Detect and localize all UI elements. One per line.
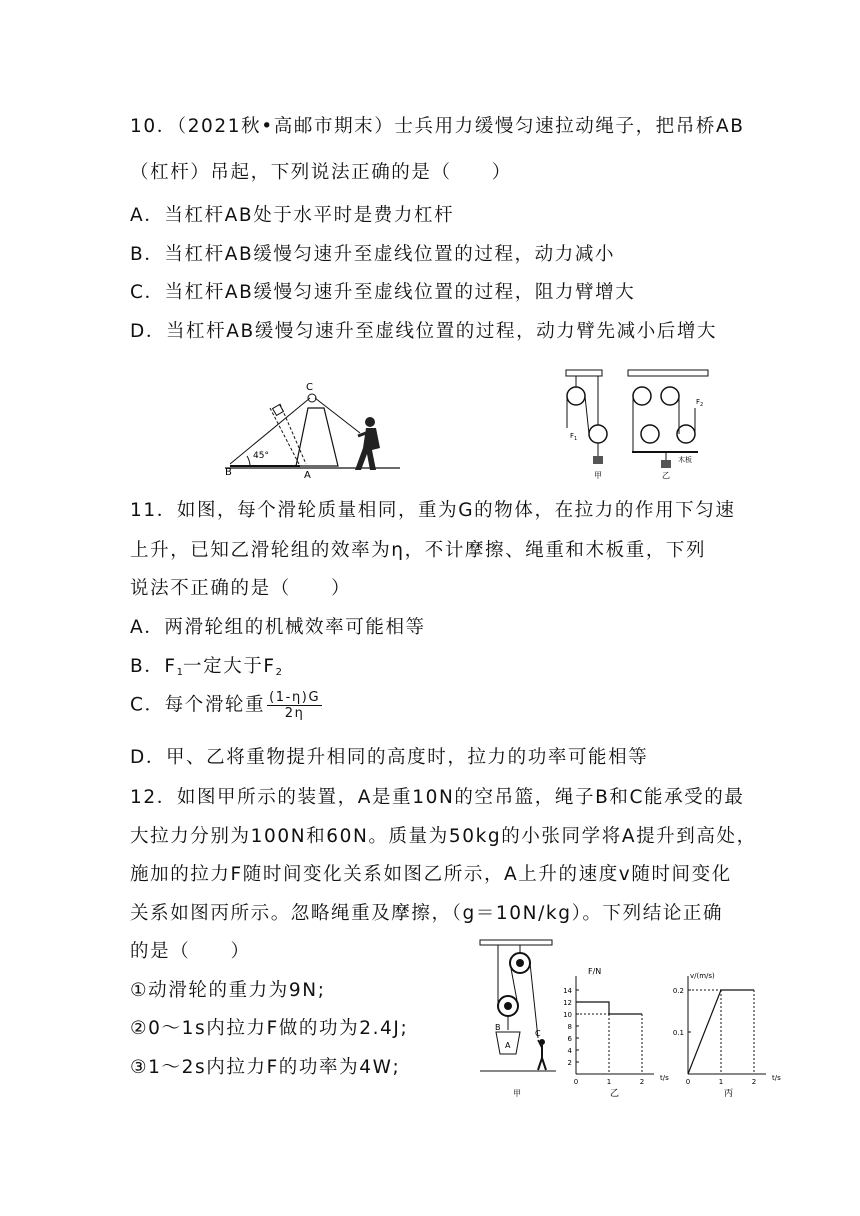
yi-xtick-label: 1 [606, 1078, 612, 1086]
yi-ytick-label: 12 [563, 999, 572, 1007]
q11-option-d: D．甲、乙将重物提升相同的高度时，拉力的功率可能相等 [130, 747, 649, 768]
basket-pulley-figure [478, 938, 558, 1100]
q11-stem-line2: 上升，已知乙滑轮组的效率为η，不计摩擦、绳重和木板重，下列 [130, 540, 707, 561]
bing-xtick-label: 2 [751, 1078, 757, 1086]
bing-xtick-label: 1 [718, 1078, 724, 1086]
yi-ytick-label: 2 [567, 1059, 572, 1067]
fig11-f2: $F_2$ [696, 398, 704, 408]
q12-statement-3: ③1～2s内拉力F的功率为4W; [130, 1057, 401, 1078]
q11-option-b: B．$F_1$一定大于$F_2$ [130, 656, 283, 678]
velocity-time-chart [672, 962, 792, 1102]
yi-ylabel: F/N [588, 967, 602, 976]
fig12-caption-jia: 甲 [513, 1089, 521, 1098]
pulley-weight-fraction: $\frac{(1-\eta)G}{2\eta}$ [269, 690, 321, 721]
bing-xlabel: t/s [772, 1074, 781, 1082]
fig12-label-b: B [495, 1023, 501, 1032]
q10-option-d: D．当杠杆AB缓慢匀速升至虚线位置的过程，动力臂先减小后增大 [130, 321, 718, 342]
yi-ytick-label: 10 [563, 1011, 572, 1019]
fig12-label-c: C [535, 1029, 541, 1038]
q12-line3: 施加的拉力F随时间变化关系如图乙所示，A上升的速度v随时间变化 [130, 864, 732, 885]
fig11-label-yi: 乙 [662, 471, 670, 480]
yi-ytick-label: 6 [567, 1035, 572, 1043]
q10-option-a: A．当杠杆AB处于水平时是费力杠杆 [130, 205, 455, 226]
q11-stem-line1: 11．如图，每个滑轮质量相同，重为G的物体，在拉力的作用下匀速 [130, 500, 736, 521]
q12-line5: 的是（ ） [130, 941, 251, 962]
q10-stem-line1: 10．（2021秋•高邮市期末）士兵用力缓慢匀速拉动绳子，把吊桥AB [130, 116, 745, 137]
bing-ylabel: v/(m/s) [690, 972, 715, 980]
fig10-label-b: B [225, 467, 232, 478]
fig10-label-a: A [304, 470, 311, 478]
bing-ytick-label: 0.1 [672, 1029, 684, 1037]
q11-option-a: A．两滑轮组的机械效率可能相等 [130, 617, 426, 638]
q10-option-c: C．当杠杆AB缓慢匀速升至虚线位置的过程，阻力臂增大 [130, 282, 636, 303]
q11-option-c: C．每个滑轮重 $\frac{(1-\eta)G}{2\eta}$ [130, 690, 321, 721]
q10-stem-line2: （杠杆）吊起，下列说法正确的是（ ） [130, 162, 512, 183]
soldier-icon [355, 417, 380, 470]
fig11-label-jia: 甲 [594, 471, 602, 480]
yi-xlabel: t/s [660, 1074, 669, 1082]
bing-ytick-label: 0.2 [672, 987, 684, 995]
fig11-f1: $F_1$ [570, 432, 578, 442]
drawbridge-figure [220, 378, 400, 478]
yi-caption: 乙 [610, 1089, 620, 1099]
fig12-label-a: A [505, 1041, 511, 1050]
yi-ytick-label: 4 [567, 1047, 572, 1055]
q12-statement-1: ①动滑轮的重力为9N; [130, 980, 326, 1001]
person-icon [538, 1039, 546, 1070]
q12-line2: 大拉力分别为100N和60N。质量为50kg的小张同学将A提升到高处， [130, 826, 757, 847]
q11-stem-line3: 说法不正确的是（ ） [130, 578, 352, 599]
fig10-label-c: C [306, 382, 313, 393]
q12-line4: 关系如图丙所示。忽略绳重及摩擦，（g＝10N/kg）。下列结论正确 [130, 903, 724, 924]
yi-xtick-label: 2 [639, 1078, 645, 1086]
bing-caption: 丙 [724, 1089, 734, 1099]
force-time-chart [560, 962, 680, 1102]
q12-statement-2: ②0～1s内拉力F做的功为2.4J; [130, 1018, 409, 1039]
pulley-systems-figure [562, 368, 722, 480]
yi-xtick-label: 0 [573, 1078, 579, 1086]
q10-option-b: B．当杠杆AB缓慢匀速升至虚线位置的过程，动力减小 [130, 244, 616, 265]
fig11-board: 木板 [678, 456, 692, 464]
q12-line1: 12．如图甲所示的装置，A是重10N的空吊篮，绳子B和C能承受的最 [130, 787, 745, 808]
bing-xtick-label: 0 [685, 1078, 691, 1086]
yi-ytick-label: 14 [563, 987, 572, 995]
yi-ytick-label: 8 [567, 1023, 572, 1031]
fig10-angle: 45° [253, 451, 269, 461]
